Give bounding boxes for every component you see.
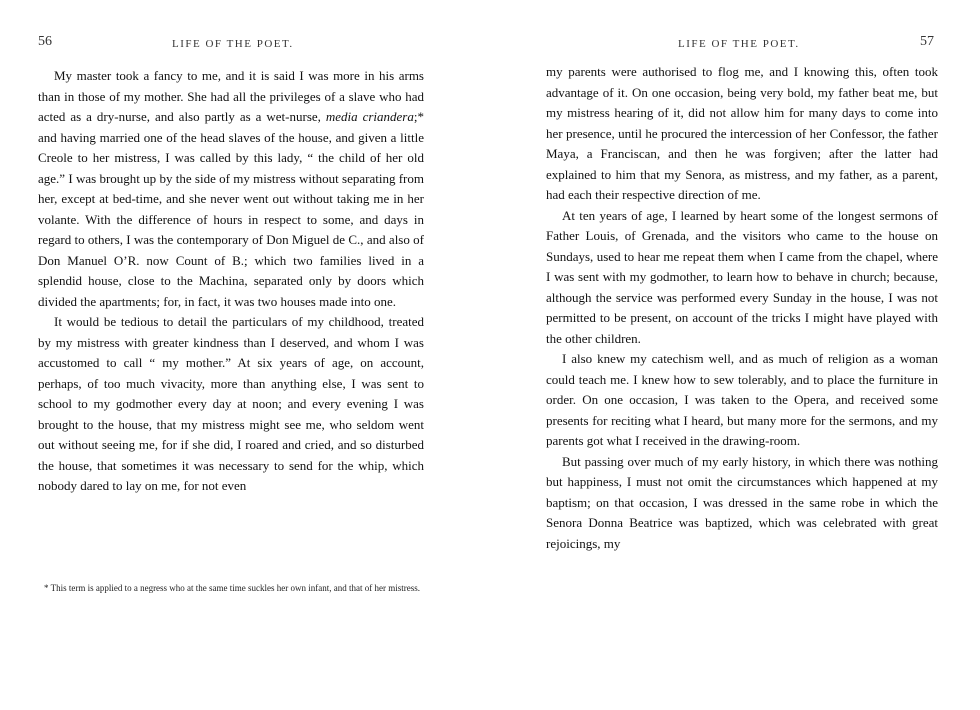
paragraph-text: At ten years of age, I learned by heart some of the longest sermons of Father Louis, of Grenada, and the visitors who came to the house on Sundays, used to hear me repeat them when I came from the chapel, where I was sent with my godmother, to learn how to behave in church; because, although the service was performed every Sunday in the house, I was not permitted to be present, on account of the tricks I might have played with the other children. [546,207,938,346]
left-page-header [38,36,424,62]
paragraph [38,312,424,497]
paragraph [546,349,938,452]
paragraph-text: ;* and having married one of the head slaves of the house, and given a little Creole to her mistress, I was called by this lady, “ the child of her old age.” I was brought up by the side of my mistress without separating from her, except at bed-time, and she never went out without taking me in her volante. With the difference of hours in respect to some, and days in regard to others, I was the contemporary of Don Miguel de C., and also of Don Manuel O’R. now Count of B.; which two families lived in a splendid house, close to the Machina, separated only by doors which divided the apartments; for, in fact, it was two houses made into one. [38,109,424,309]
right-page [546,0,938,554]
left-page-body [38,66,424,497]
paragraph [546,206,938,350]
paragraph-text: I also knew my catechism well, and as much of religion as a woman could teach me. I knew how to sew tolerably, and to place the furniture in order. On one occasion, I was taken to the Opera, and received some presents for reciting what I heard, but many more for the sermons, and my parents got what I received in the drawing-room. [546,351,938,448]
right-page-header [546,36,938,62]
right-page-body [546,62,938,554]
left-page-number: 56 [38,34,52,49]
paragraph [546,62,938,206]
right-running-head: LIFE OF THE POET. [678,38,800,50]
left-running-head: LIFE OF THE POET. [172,38,294,50]
paragraph [38,66,424,312]
paragraph-text: But passing over much of my early history, in which there was nothing but happiness, I must not omit the circumstances which happened at my baptism; on that occasion, I was dressed in the same robe in which the Senora Donna Beatrice was baptized, which was celebrated with great rejoicings, my [546,453,938,551]
italic-term: media criandera [325,109,414,124]
paragraph [546,452,938,555]
paragraph-text: My master took a fancy to me, and it is said I was more in his arms than in those of my mother. She had all the privileges of a slave who had acted as a dry-nurse, and also partly as a wet-nurse, [38,68,424,124]
footnote: * This term is applied to a negress who at the same time suckles her own infant, and that of her mistress. [44,583,420,593]
left-page [38,0,424,593]
paragraph-text: It would be tedious to detail the particulars of my childhood, treated by my mistress with greater kindness than I deserved, and whom I was accustomed to call “ my mother.” At six years of age, on account, perhaps, of too much vivacity, more than anything else, I was sent to school to my godmother every day at noon; and every evening I was brought to the house, that my mistress might see me, who seldom went out without seeing me, for if she did, I roared and cried, and so disturbed the house, that sometimes it was necessary to send for the whip, which nobody dared to lay on me, for not even [38,314,424,493]
paragraph-text: my parents were authorised to flog me, and I knowing this, often took advantage of it. On one occasion, being very bold, my father beat me, but my mistress hearing of it, did not allow him for many days to come into her presence, until he procured the intercession of her Confessor, the father Maya, a Franciscan, and then he was forgiven; after the latter had explained to him that my Senora, as mistress, and my father, as a parent, had each their respective direction of me. [546,64,938,202]
right-page-number: 57 [920,34,934,49]
